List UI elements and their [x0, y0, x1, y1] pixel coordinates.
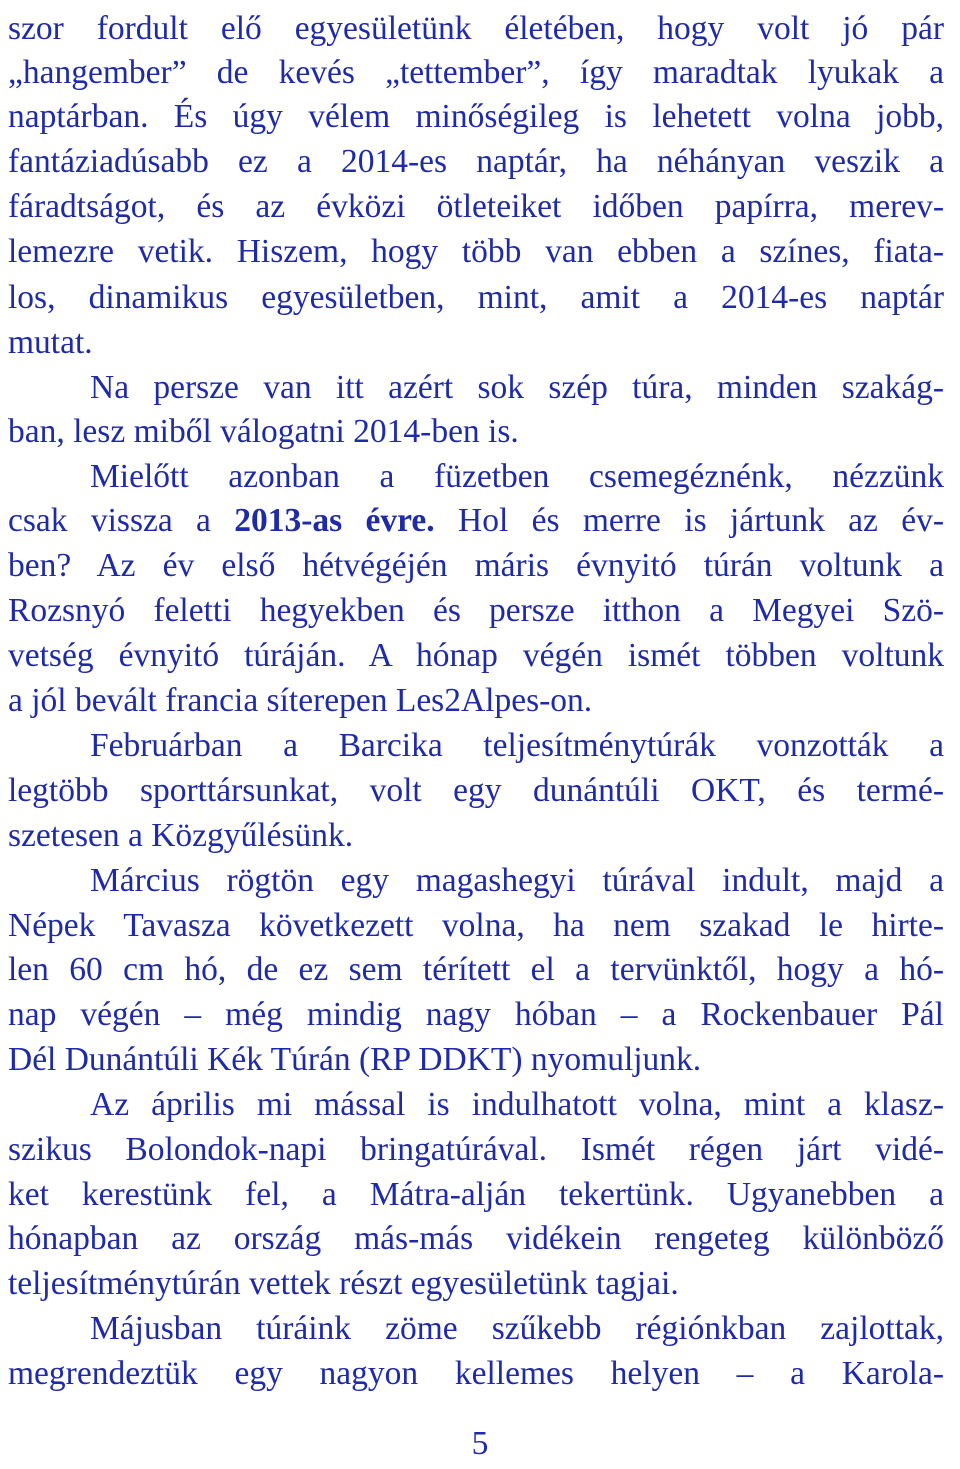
text-line: szetesen a Közgyűlésünk. [8, 817, 354, 854]
text-line: nap végén – még mindig nagy hóban – a Rockenbauer Pál [8, 996, 944, 1033]
text-line: Népek Tavasza következett volna, ha nem szakad le hirte- [8, 907, 944, 944]
text-line: „hangember” de kevés „tettember”, így maradtak lyukak a [8, 54, 944, 91]
text-line: a jól bevált francia síterepen Les2Alpes-on. [8, 682, 593, 719]
bold-year-text: 2013-as évre. [234, 502, 435, 539]
text-line: naptárban. És úgy vélem minőségileg is lehetett volna jobb, [8, 98, 944, 135]
text-line: Dél Dunántúli Kék Túrán (RP DDKT) nyomuljunk. [8, 1041, 702, 1078]
text-line: hónapban az ország más-más vidékein rengeteg különböző [8, 1220, 944, 1257]
text-line: ket kerestünk fel, a Mátra-alján tekertünk. Ugyanebben a [8, 1176, 944, 1213]
paragraph-first-line: Februárban a Barcika teljesítménytúrák vonzották a [90, 727, 944, 764]
paragraph-first-line: Mielőtt azonban a füzetben csemegéznénk, nézzünk [90, 458, 944, 495]
text-run: Hol és merre is jártunk az év- [434, 502, 944, 539]
text-line: szor fordult elő egyesületünk életében, hogy volt jó pár [8, 10, 944, 47]
text-line: teljesítménytúrán vettek részt egyesületünk tagjai. [8, 1265, 679, 1302]
text-line-with-bold [8, 501, 944, 541]
text-line: ban, lesz miből válogatni 2014-ben is. [8, 413, 519, 450]
text-line: fáradtságot, és az évközi ötleteiket időben papírra, merev- [8, 188, 944, 225]
paragraph-first-line: Májusban túráink zöme szűkebb régiónkban zajlottak, [90, 1310, 944, 1347]
page-number: 5 [471, 1425, 489, 1462]
text-line: lemezre vetik. Hiszem, hogy több van ebben a színes, fiata- [8, 233, 944, 270]
text-line: legtöbb sporttársunkat, volt egy dunántúli OKT, és termé- [8, 772, 944, 809]
text-line: fantáziadúsabb ez a 2014-es naptár, ha néhányan veszik a [8, 143, 944, 180]
text-run: csak vissza a [8, 502, 235, 539]
paragraph-first-line: Március rögtön egy magashegyi túrával indult, majd a [90, 862, 944, 899]
text-line: mutat. [8, 324, 93, 361]
paragraph-first-line: Az április mi mással is indulhatott volna, mint a klasz- [90, 1086, 944, 1123]
paragraph-first-line: Na persze van itt azért sok szép túra, minden szakág- [90, 369, 944, 406]
text-line: len 60 cm hó, de ez sem térített el a tervünktől, hogy a hó- [8, 951, 944, 988]
text-line: los, dinamikus egyesületben, mint, amit a 2014-es naptár [8, 279, 944, 316]
text-line: vetség évnyitó túráján. A hónap végén ismét többen voltunk [8, 637, 944, 674]
text-line: ben? Az év első hétvégéjén máris évnyitó túrán voltunk a [8, 547, 944, 584]
text-line: szikus Bolondok-napi bringatúrával. Ismét régen járt vidé- [8, 1131, 944, 1168]
text-line: Rozsnyó feletti hegyekben és persze itthon a Megyei Szö- [8, 592, 944, 629]
text-line: megrendeztük egy nagyon kellemes helyen – a Karola- [8, 1355, 944, 1392]
